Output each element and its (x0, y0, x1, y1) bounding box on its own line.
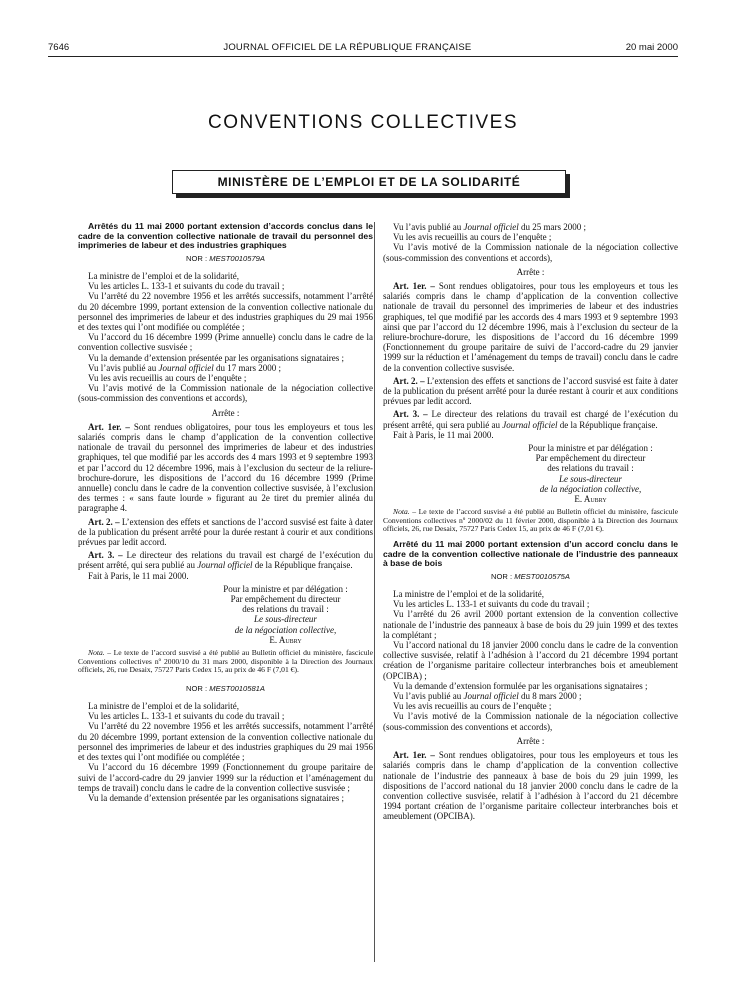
left-column (78, 222, 373, 803)
signature-block (383, 443, 678, 504)
article-2 (78, 517, 373, 548)
article-text: de la République française. (557, 419, 658, 430)
paragraph: Vu l’arrêté du 22 novembre 1956 et les arrêtés successifs, notamment l’arrêté du 20 décembre 1999, portant extension de la convention collective nationale du personnel des imprimeries de labeur et des industries graphiques du 29 mai 1956 et des textes qui l’ont modifiée ou complétée ; (78, 291, 373, 332)
nor-reference (383, 572, 678, 582)
paragraph: Vu les articles L. 133-1 et suivants du code du travail ; (88, 711, 285, 722)
nor-reference (78, 684, 373, 694)
signature-block (78, 584, 373, 645)
paragraph: Vu les articles L. 133-1 et suivants du code du travail ; (88, 281, 285, 292)
paragraph: Vu l’avis motivé de la Commission nationale de la négociation collective (sous-commission des conventions et accords), (383, 711, 678, 732)
article-text: L’extension des effets et sanctions de l’accord susvisé est faite à dater de la publication du présent arrêté pour la durée restant à courir et aux conditions prévues par ledit accord. (383, 375, 678, 407)
issue-date: 20 mai 2000 (625, 42, 678, 53)
column-divider (374, 222, 375, 962)
paragraph: Vu la demande d’extension formulée par les organisations signataires ; (393, 680, 648, 691)
nota-note (78, 649, 373, 675)
nota-label: Nota. (393, 507, 410, 517)
article-text: L’extension des effets et sanctions de l’accord susvisé est faite à dater de la publication du présent arrêté pour la durée restant à courir et aux conditions prévues par ledit accord. (78, 516, 373, 548)
paragraph (383, 691, 678, 701)
decree-title: Arrêté du 11 mai 2000 portant extension d’un accord conclu dans le cadre de la convention collective nationale de l’industrie des panneaux à base de bois (383, 539, 678, 569)
header-rule (48, 56, 678, 57)
signature-line: Pour la ministre et par délégation : (223, 583, 348, 594)
nor-code: MEST0010581A (209, 683, 265, 693)
text-italic: Journal officiel (197, 560, 253, 571)
paragraph: Vu l’accord national du 18 janvier 2000 conclu dans le cadre de la convention collective susvisée, relatif à l’adhésion à l’accord du 21 décembre 1994 portant création de l’organisme paritaire collecteur interbranches bois et ameublement (OPCIBA) ; (383, 640, 678, 681)
right-column (383, 222, 678, 822)
signatory-name: E. Aubry (574, 494, 607, 505)
text: du 8 mars 2000 ; (518, 691, 582, 702)
section-title: CONVENTIONS COLLECTIVES (207, 112, 519, 133)
nor-label: NOR : (186, 683, 208, 693)
article-label: Art. 2. – (393, 375, 425, 386)
text: du 25 mars 2000 ; (518, 222, 586, 232)
paragraph: Vu l’accord du 16 décembre 1999 (Prime annuelle) conclu dans le cadre de la convention collective susvisée ; (78, 332, 373, 353)
text: Vu l’avis publié au (393, 691, 464, 702)
nota-text: – Le texte de l’accord susvisé a été publié au Bulletin officiel du ministère, fascicule Conventions collectives nº 2000/02 du 11 février 2000, disponible à la Direction des Journaux officiels, 26, rue Desaix, 75727 Paris Cedex 15, au prix de 46 F (7,01 €). (383, 507, 678, 534)
nota-note (383, 508, 678, 534)
signature-line: Pour la ministre et par délégation : (528, 443, 653, 454)
article-text: Sont rendues obligatoires, pour tous les employeurs et tous les salariés compris dans le champ d’application de la convention collective nationale de l’industrie des panneaux à base de bois du 29 juin 1999, les dispositions de l’accord national du 18 janvier 2000 conclu dans le cadre de la convention collective susvisée, relatif à l’adhésion à l’accord du 21 décembre 1994 portant création de l’organisme paritaire collecteur interbranches bois et ameublement (OPCIBA). (383, 750, 679, 822)
arrete-heading: Arrête : (211, 407, 240, 418)
paragraph (78, 363, 373, 373)
article-text: Le directeur des relations du travail est chargé de l’exécution du présent arrêté, qui sera publié au (383, 409, 678, 430)
article-text: Le directeur des relations du travail est chargé de l’exécution du présent arrêté, qui sera publié au (78, 550, 373, 571)
nor-label: NOR : (491, 571, 513, 581)
paragraph: Vu les avis recueillis au cours de l’enquête ; (88, 373, 247, 384)
article-label: Art. 3. – (88, 550, 123, 561)
text: Vu l’avis publié au (88, 362, 159, 373)
signature-line: Par empêchement du directeur (230, 594, 341, 605)
signature-line: Le sous-directeur (559, 473, 622, 484)
ministry-heading: MINISTÈRE DE L’EMPLOI ET DE LA SOLIDARITÉ (172, 170, 566, 194)
article-label: Art. 1er. – (88, 421, 130, 432)
text-italic: Journal officiel (502, 419, 558, 430)
paragraph: Vu les avis recueillis au cours de l’enquête ; (393, 701, 552, 712)
paragraph: Vu les articles L. 133-1 et suivants du code du travail ; (393, 599, 590, 610)
paragraph: La ministre de l’emploi et de la solidarité, (88, 701, 239, 712)
signature-line: Par empêchement du directeur (535, 453, 646, 464)
paragraph: Vu l’avis motivé de la Commission nationale de la négociation collective (sous-commission des conventions et accords), (383, 242, 678, 263)
paragraph: Vu la demande d’extension présentée par les organisations signataires ; (88, 352, 344, 363)
paragraph (383, 222, 678, 232)
arrete-heading: Arrête : (516, 735, 545, 746)
paragraph: Vu l’avis motivé de la Commission nationale de la négociation collective (sous-commission des conventions et accords), (78, 383, 373, 404)
text: Vu l’avis publié au (393, 222, 464, 232)
article-1 (383, 750, 678, 821)
article-text: Sont rendues obligatoires, pour tous les employeurs et tous les salariés compris dans le champ d’application de la convention collective nationale de travail du personnel des imprimeries de labeur et des industries graphiques, tel que modifié par les accords des 4 mars 1993 et 9 septembre 1993 et par l’accord du 12 décembre 1996, mais à l’exclusion du secteur de la reliure-brochure-dorure, les dispositions de l’accord du 16 décembre 1999 (Prime annuelle) conclu dans le cadre de la convention collective susvisée, à l’exclusion des termes : « sans faute lourde » figurant au 2e tiret du premier alinéa du paragraphe 4. (78, 421, 374, 514)
paragraph: Vu les avis recueillis au cours de l’enquête ; (393, 232, 552, 243)
signature-line: des relations du travail : (547, 463, 634, 474)
nor-label: NOR : (186, 253, 208, 263)
article-3 (383, 409, 678, 429)
nor-code: MEST0010579A (209, 253, 265, 263)
signature-line: Le sous-directeur (254, 614, 317, 625)
article-label: Art. 2. – (88, 516, 120, 527)
journal-name: JOURNAL OFFICIEL DE LA RÉPUBLIQUE FRANÇAISE (223, 42, 472, 53)
paragraph: La ministre de l’emploi et de la solidarité, (393, 589, 544, 600)
paragraph: Vu la demande d’extension présentée par les organisations signataires ; (88, 792, 344, 803)
article-label: Art. 3. – (393, 409, 428, 420)
paragraph: Vu l’accord du 16 décembre 1999 (Fonctionnement du groupe paritaire de suivi de l’accord-cadre du 29 janvier 1999 sur la réduction et l’aménagement du temps de travail) conclu dans le cadre de la convention collective susvisée ; (78, 762, 373, 793)
text-italic: Journal officiel (463, 222, 519, 232)
nota-text: – Le texte de l’accord susvisé a été publié au Bulletin officiel du ministère, fascicule Conventions collectives nº 2000/10 du 31 mars 2000, disponible à la Direction des Journaux officiels, 26, rue Desaix, 75727 Paris Cedex 15, au prix de 46 F (7,01 €). (78, 648, 373, 675)
nor-code: MEST0010575A (514, 571, 570, 581)
nota-label: Nota. (88, 648, 105, 658)
nor-reference (78, 254, 373, 264)
signature-line: des relations du travail : (242, 604, 329, 615)
arrete-heading: Arrête : (516, 266, 545, 277)
article-1 (78, 422, 373, 514)
paragraph: Vu l’arrêté du 22 novembre 1956 et les arrêtés successifs, notamment l’arrêté du 20 décembre 1999, portant extension de la convention collective nationale du personnel des imprimeries de labeur et des industries graphiques du 29 mai 1956 et des textes qui l’ont modifiée ou complétée ; (78, 721, 373, 763)
article-1 (383, 281, 678, 373)
article-2 (383, 376, 678, 407)
article-text: de la République française. (252, 560, 353, 571)
article-label: Art. 1er. – (393, 750, 435, 761)
text-italic: Journal officiel (463, 691, 519, 702)
paragraph: Vu l’arrêté du 26 avril 2000 portant extension de la convention collective nationale de l’industrie des panneaux à base de bois du 29 juin 1999 et des textes la complétant ; (383, 609, 678, 640)
text-italic: Journal officiel (158, 362, 214, 373)
text: du 17 mars 2000 ; (213, 362, 281, 373)
signature-line: de la négociation collective, (539, 483, 642, 494)
done-at: Fait à Paris, le 11 mai 2000. (88, 570, 189, 581)
running-header (48, 42, 678, 53)
paragraph: La ministre de l’emploi et de la solidarité, (88, 270, 239, 281)
signature-line: de la négociation collective, (234, 624, 337, 635)
article-text: Sont rendues obligatoires, pour tous les employeurs et tous les salariés compris dans le champ d’application de la convention collective nationale de travail du personnel des imprimeries de labeur et des industries graphiques, tel que modifié par les accords des 4 mars 1993 et 9 septembre 1993 ainsi que par l’accord du 12 décembre 1996, mais à l’exclusion du secteur de la reliure-brochure-dorure, les dispositions de l’accord du 16 décembre 1999 (Fonctionnement du groupe paritaire de suivi de l’accord-cadre du 29 janvier 1999 sur la réduction et l’aménagement du temps de travail) conclu dans le cadre de la convention collective susvisée. (383, 281, 679, 373)
page-number: 7646 (48, 42, 70, 53)
article-label: Art. 1er. – (393, 281, 435, 292)
article-3 (78, 550, 373, 570)
signatory-name: E. Aubry (269, 634, 302, 645)
done-at: Fait à Paris, le 11 mai 2000. (393, 429, 494, 440)
decree-title: Arrêtés du 11 mai 2000 portant extension d’accords conclus dans le cadre de la convention collective nationale de travail du personnel des imprimeries de labeur et des industries graphiques (78, 221, 373, 251)
